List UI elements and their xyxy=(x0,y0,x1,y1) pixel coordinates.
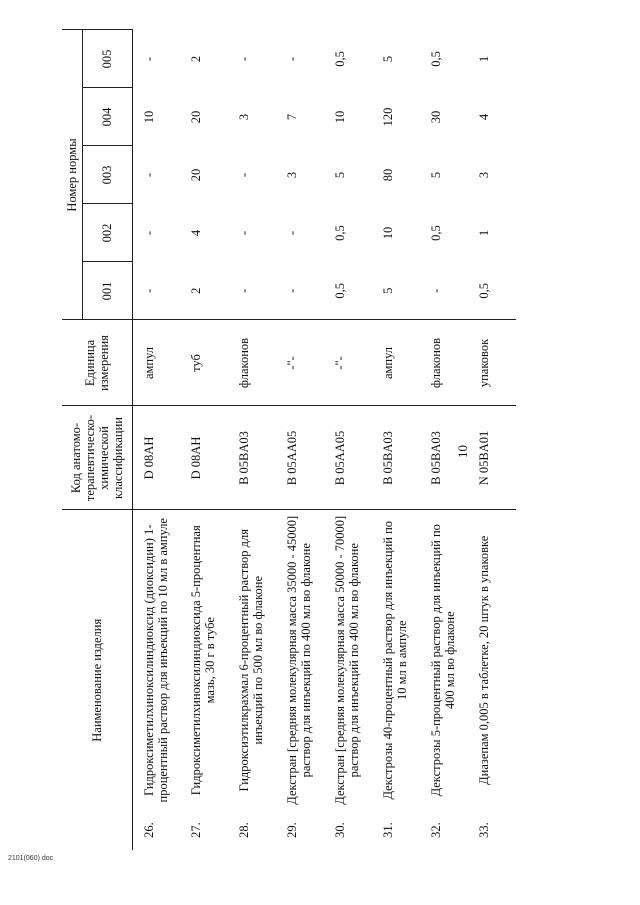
atc-code: D 08AH xyxy=(132,406,180,510)
norm-value-003: - xyxy=(141,172,156,178)
norm-value-002: 1 xyxy=(477,229,491,237)
norm-value-004: 20 xyxy=(189,110,203,124)
atc-code: B 05BA03 xyxy=(420,406,468,510)
row-number: 28. xyxy=(237,822,251,838)
norm-value-005: 0,5 xyxy=(429,51,443,67)
unit-of-measure: упаковок xyxy=(468,320,516,406)
header-norm-group: Номер нормы xyxy=(62,30,82,320)
norm-value-003: 5 xyxy=(429,171,443,179)
norm-value-002: 0,5 xyxy=(429,225,443,241)
norms-table xyxy=(62,29,516,850)
atc-code: B 05BA03 xyxy=(228,406,276,510)
header-norm-004: 004 xyxy=(82,88,132,146)
norm-value-005: 0,5 xyxy=(333,51,347,67)
table-row xyxy=(132,30,180,850)
atc-code: D 08AH xyxy=(180,406,228,510)
norm-value-001: - xyxy=(132,262,180,320)
norm-value-001: 0,5 xyxy=(468,262,516,320)
item-name: Диазепам 0,005 в таблетке, 20 штук в упаковке xyxy=(477,535,491,785)
norm-value-004: 10 xyxy=(333,110,347,124)
norm-value-005: - xyxy=(285,56,299,62)
item-name: Гидроксиэтилкрахмал 6-процентный раствор для инъекций по 500 мл во флаконе xyxy=(237,529,265,792)
norm-value-002: 0,5 xyxy=(333,225,347,241)
unit-of-measure: ампул xyxy=(132,320,180,406)
rotated-table-area xyxy=(62,30,562,850)
unit-of-measure: -"- xyxy=(276,320,324,406)
footer-filename: 2101(060) doc xyxy=(8,855,54,862)
table-body xyxy=(132,30,516,850)
norm-value-001: 0,5 xyxy=(324,262,372,320)
atc-code: B 05AA05 xyxy=(276,406,324,510)
norm-value-004: 120 xyxy=(381,107,395,127)
unit-of-measure: -"- xyxy=(324,320,372,406)
norm-value-002: - xyxy=(237,230,251,236)
unit-of-measure: ампул xyxy=(372,320,420,406)
norm-value-003: 20 xyxy=(189,168,203,182)
item-name: Декстран [средняя молекулярная масса 35000 - 45000] раствор для инъекций по 400 мл во флаконе xyxy=(285,515,313,805)
norm-value-005: 1 xyxy=(477,55,491,63)
norm-value-003: 3 xyxy=(285,171,299,179)
row-number: 31. xyxy=(381,822,395,838)
norm-value-001: - xyxy=(420,262,468,320)
header-norm-002: 002 xyxy=(82,204,132,262)
unit-of-measure: туб xyxy=(180,320,228,406)
row-number: 30. xyxy=(333,822,347,838)
norm-value-002: 4 xyxy=(189,229,203,237)
table-row xyxy=(468,30,516,850)
table-row xyxy=(276,30,324,850)
item-name: Декстран [средняя молекулярная масса 50000 - 70000] раствор для инъекций по 400 мл во флаконе xyxy=(333,515,361,805)
header-norm-005: 005 xyxy=(82,30,132,88)
norm-value-004: 3 xyxy=(237,113,251,121)
table-row xyxy=(420,30,468,850)
norm-value-002: 10 xyxy=(381,226,395,240)
norm-value-004: 30 xyxy=(429,110,443,124)
header-code: Код анатомо-терапевтическо-химической классификации xyxy=(62,406,132,510)
norm-value-005: - xyxy=(141,56,156,62)
norm-value-003: 5 xyxy=(333,171,347,179)
atc-code: B 05BA03 xyxy=(372,406,420,510)
norm-value-001: - xyxy=(228,262,276,320)
header-name: Наименование изделия xyxy=(62,510,132,850)
table-row xyxy=(324,30,372,850)
norm-value-005: - xyxy=(237,56,251,62)
norm-value-004: 7 xyxy=(285,113,299,121)
item-name: Декстрозы 40-процентный раствор для инъекций по 10 мл в ампуле xyxy=(381,520,409,800)
norm-value-004: 4 xyxy=(477,113,491,121)
header-norm-003: 003 xyxy=(82,146,132,204)
norm-value-001: 5 xyxy=(372,262,420,320)
norm-value-003: 80 xyxy=(381,168,395,182)
item-name: Гидроксиметилхиноксилиндиоксида 5-процентная мазь, 30 г в тубе xyxy=(189,525,217,796)
norm-value-005: 2 xyxy=(189,55,203,63)
header-unit: Единица измерения xyxy=(62,320,132,406)
norm-value-003: - xyxy=(237,172,251,178)
atc-code: B 05AA05 xyxy=(324,406,372,510)
row-number: 33. xyxy=(477,822,491,838)
row-number: 32. xyxy=(429,822,443,838)
norm-value-002: - xyxy=(141,230,156,236)
page-number: 10 xyxy=(455,445,470,458)
unit-of-measure: флаконов xyxy=(420,320,468,406)
unit-of-measure: флаконов xyxy=(228,320,276,406)
item-name: Декстрозы 5-процентный раствор для инъекций по 400 мл во флаконе xyxy=(429,524,457,797)
item-name: Гидроксиметилхиноксилиндиоксид (диоксидин) 1-процентный раствор для инъекций по 10 мл в ампуле xyxy=(141,518,170,803)
row-number: 26. xyxy=(141,822,156,838)
norm-value-003: 3 xyxy=(477,171,491,179)
row-number: 29. xyxy=(285,822,299,838)
table-row xyxy=(180,30,228,850)
atc-code: N 05BA01 xyxy=(468,406,516,510)
norm-value-001: - xyxy=(276,262,324,320)
table-row xyxy=(372,30,420,850)
row-number: 27. xyxy=(189,822,203,838)
header-norm-001: 001 xyxy=(82,262,132,320)
norm-value-001: 2 xyxy=(180,262,228,320)
table-row xyxy=(228,30,276,850)
norm-value-005: 5 xyxy=(381,55,395,63)
norm-value-004: 10 xyxy=(141,110,156,124)
norm-value-002: - xyxy=(285,230,299,236)
